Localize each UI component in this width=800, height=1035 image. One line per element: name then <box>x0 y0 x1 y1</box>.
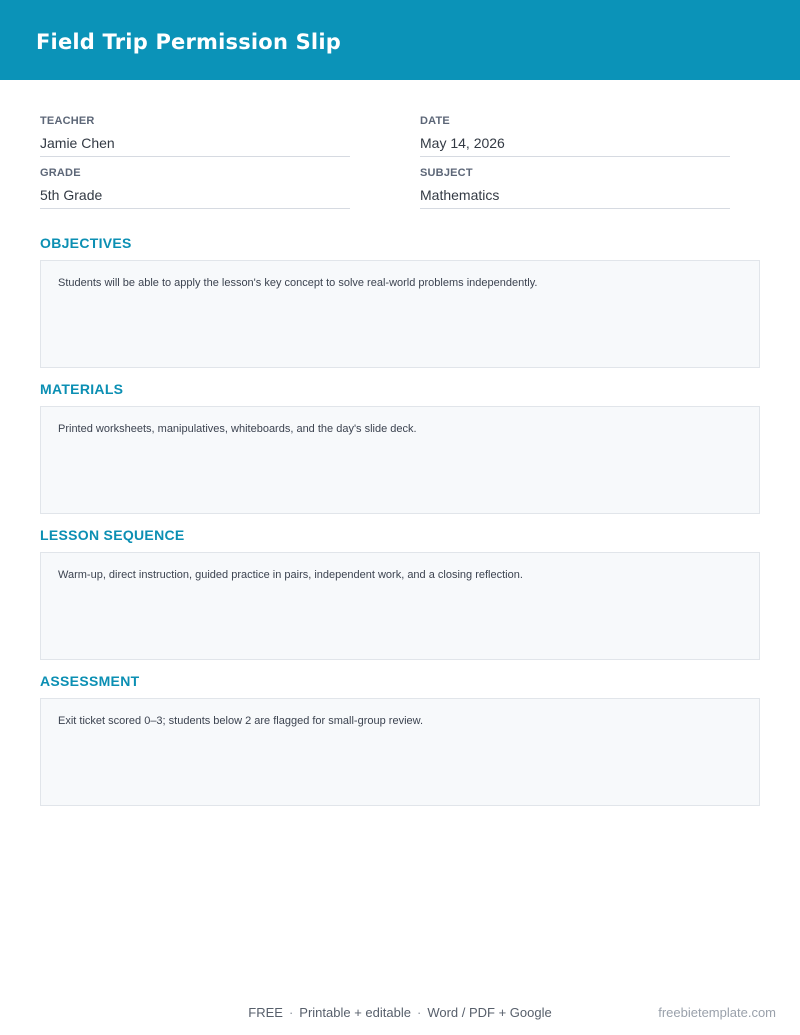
lesson-sequence-text: Warm-up, direct instruction, guided practice in pairs, independent work, and a closing reflection. <box>58 569 523 581</box>
grade-value[interactable]: 5th Grade <box>40 186 350 209</box>
date-label: DATE <box>420 115 450 127</box>
footer-separator: · <box>288 1005 294 1020</box>
lesson-sequence-box[interactable] <box>40 552 760 660</box>
footer-separator: · <box>416 1005 422 1020</box>
teacher-value[interactable]: Jamie Chen <box>40 134 350 157</box>
subject-field <box>420 166 730 209</box>
assessment-box[interactable] <box>40 698 760 806</box>
teacher-field <box>40 114 350 157</box>
header-banner <box>0 0 800 80</box>
footer-item-free: FREE <box>248 1005 283 1020</box>
assessment-heading: ASSESSMENT <box>40 673 140 689</box>
grade-label: GRADE <box>40 167 81 179</box>
footer-site-link[interactable]: freebietemplate.com <box>658 1005 776 1020</box>
subject-value[interactable]: Mathematics <box>420 186 730 209</box>
page-title: Field Trip Permission Slip <box>36 30 341 54</box>
objectives-text: Students will be able to apply the lesson's key concept to solve real-world problems independently. <box>58 277 538 289</box>
objectives-heading: OBJECTIVES <box>40 235 132 251</box>
lesson-sequence-heading: LESSON SEQUENCE <box>40 527 185 543</box>
teacher-label: TEACHER <box>40 115 95 127</box>
footer-item-printable: Printable + editable <box>299 1005 411 1020</box>
materials-heading: MATERIALS <box>40 381 124 397</box>
date-field <box>420 114 730 157</box>
objectives-box[interactable] <box>40 260 760 368</box>
subject-label: SUBJECT <box>420 167 473 179</box>
materials-text: Printed worksheets, manipulatives, whiteboards, and the day's slide deck. <box>58 423 417 435</box>
materials-box[interactable] <box>40 406 760 514</box>
date-value[interactable]: May 14, 2026 <box>420 134 730 157</box>
grade-field <box>40 166 350 209</box>
assessment-text: Exit ticket scored 0–3; students below 2 are flagged for small-group review. <box>58 715 424 727</box>
footer-item-formats: Word / PDF + Google <box>427 1005 552 1020</box>
